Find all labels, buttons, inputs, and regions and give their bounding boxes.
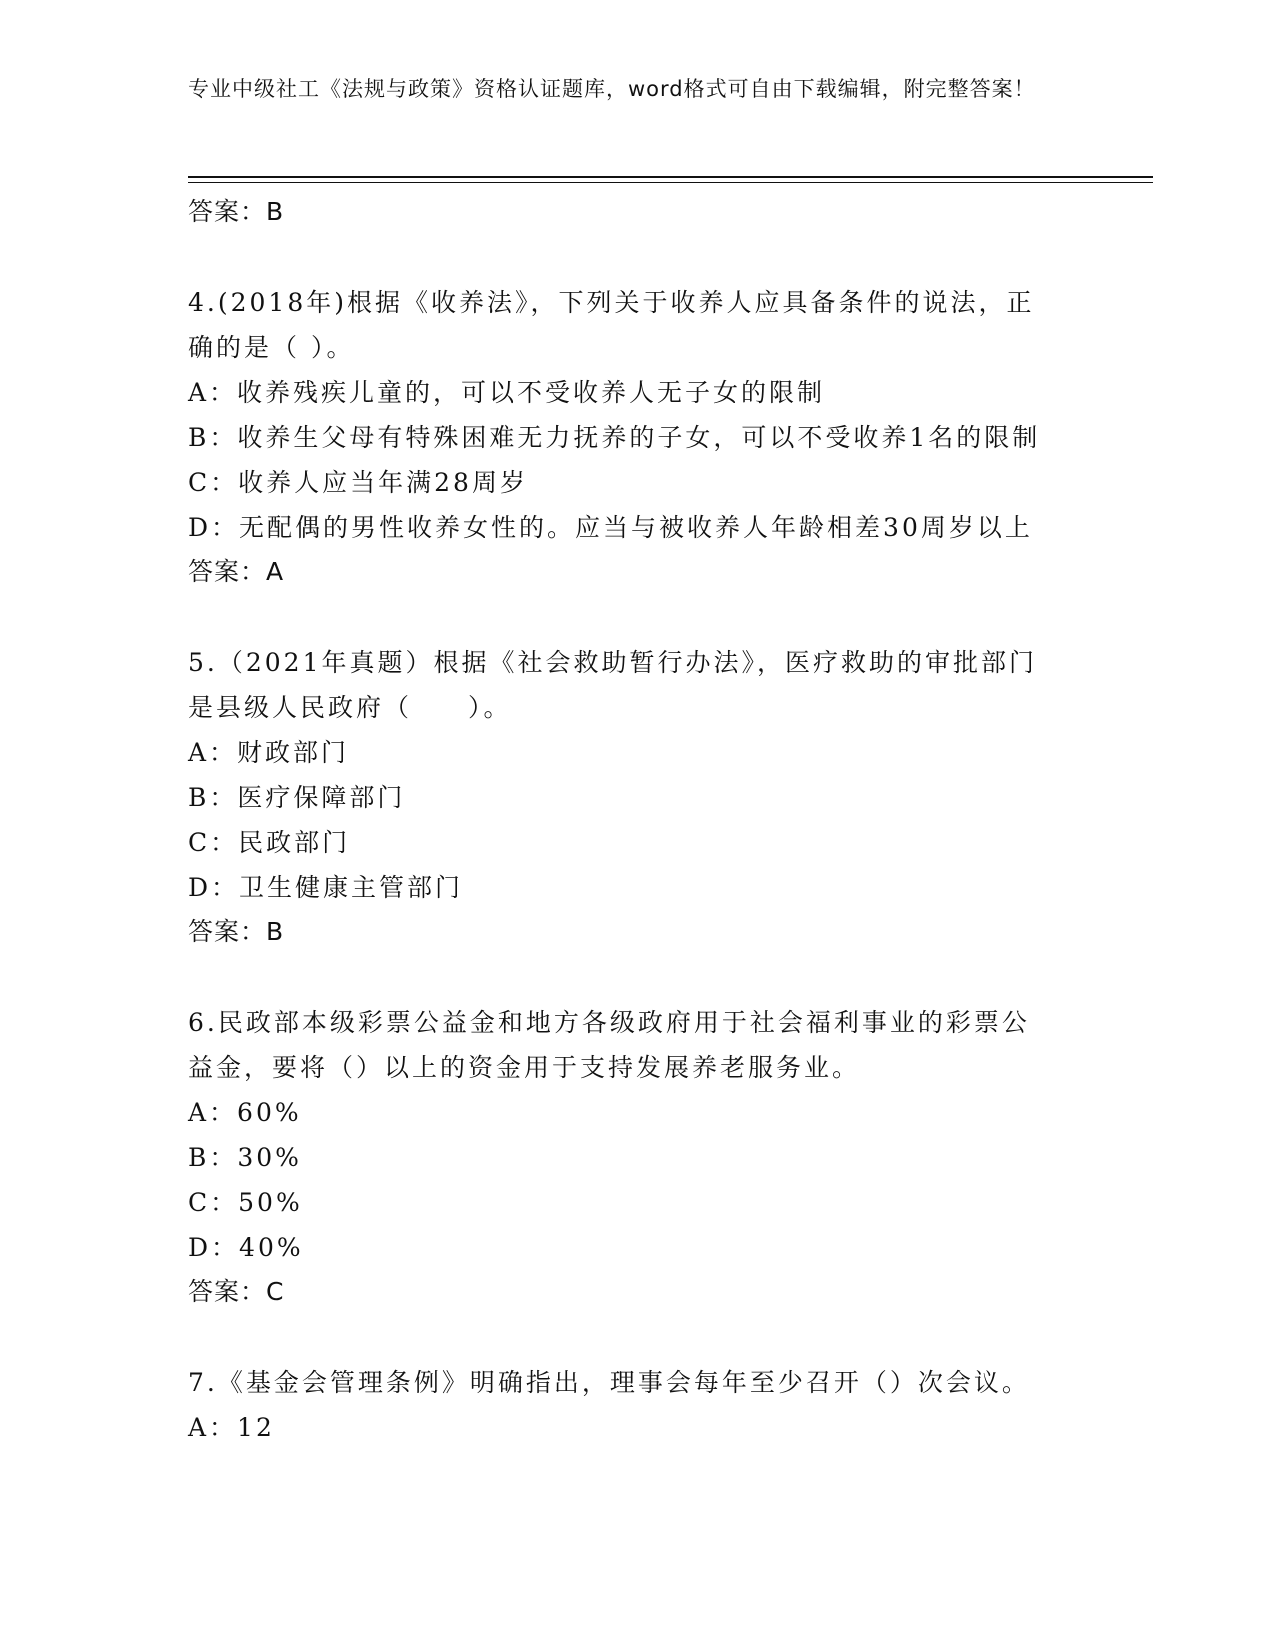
question-7 [188,1360,1088,1450]
option-d: D：40% [188,1233,304,1262]
option-a: A：60% [188,1098,302,1127]
question-5 [188,640,1088,954]
option-b: B：30% [188,1143,302,1172]
option-d: D：无配偶的男性收养女性的。应当与被收养人年龄相差30周岁以上 [188,513,1033,542]
answer-line: 答案：B [188,197,285,226]
option-b: B：收养生父母有特殊困难无力抚养的子女，可以不受收养1名的限制 [188,423,1041,452]
question-stem: 4.(2018年)根据《收养法》，下列关于收养人应具备条件的说法，正 [188,288,1035,317]
option-a: A：财政部门 [188,738,350,767]
answer-line: 答案：B [188,917,285,946]
question-4 [188,280,1088,594]
question-6 [188,1000,1088,1314]
option-c: C：民政部门 [188,828,351,857]
option-c: C：50% [188,1188,303,1217]
header-rule-thick [188,176,1153,178]
option-d: D：卫生健康主管部门 [188,873,464,902]
question-stem: 6.民政部本级彩票公益金和地方各级政府用于社会福利事业的彩票公 [188,1008,1030,1037]
header-rule-thin [188,182,1153,183]
document-body [188,190,1088,1450]
option-a: A：12 [188,1413,275,1442]
question-stem-continued: 确的是（ ）。 [188,333,355,362]
answer-line: 答案：C [188,1277,285,1306]
question-stem-continued: 是县级人民政府（ ）。 [188,693,512,722]
question-stem: 5.（2021年真题）根据《社会救助暂行办法》，医疗救助的审批部门 [188,648,1037,677]
answer-line: 答案：A [188,557,285,586]
document-header: 专业中级社工《法规与政策》资格认证题库，word格式可自由下载编辑，附完整答案！ [188,77,1036,101]
option-a: A：收养残疾儿童的，可以不受收养人无子女的限制 [188,378,826,407]
option-b: B：医疗保障部门 [188,783,406,812]
question-stem-continued: 益金，要将（）以上的资金用于支持发展养老服务业。 [188,1053,861,1082]
question-stem: 7.《基金会管理条例》明确指出，理事会每年至少召开（）次会议。 [188,1368,1030,1397]
option-c: C：收养人应当年满28周岁 [188,468,528,497]
